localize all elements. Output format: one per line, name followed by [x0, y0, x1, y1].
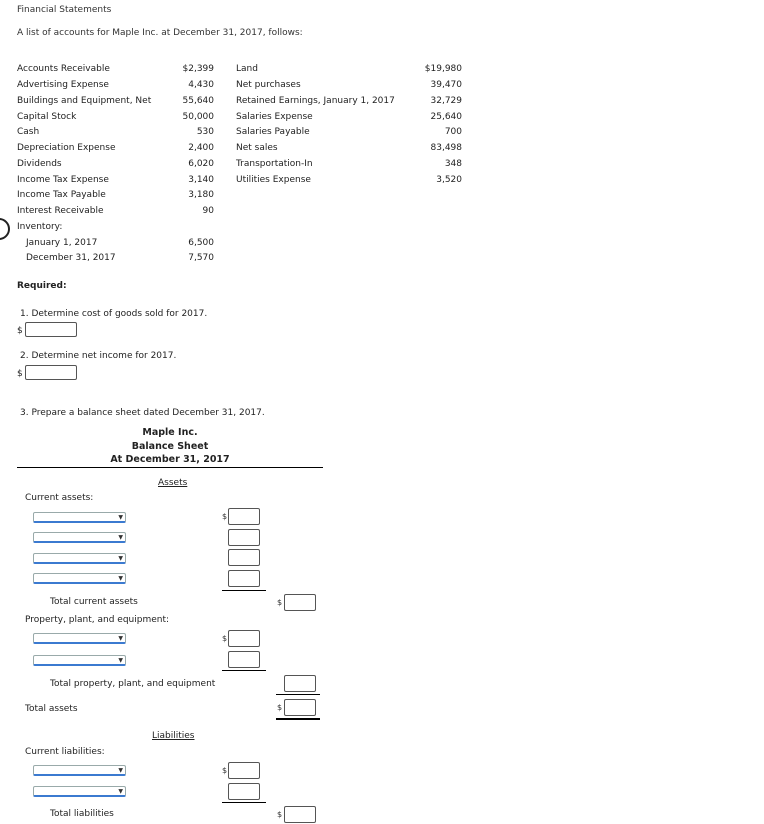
account-value: 2,400 [188, 143, 214, 153]
currency-symbol: $ [277, 810, 283, 819]
total-ppe-label: Total property, plant, and equipment [50, 679, 216, 689]
currency-symbol: $ [277, 598, 283, 607]
account-name: December 31, 2017 [26, 253, 116, 263]
account-name: Income Tax Expense [17, 175, 109, 185]
chevron-down-icon: ▼ [118, 555, 123, 562]
account-value: 7,570 [188, 253, 214, 263]
ppe-label: Property, plant, and equipment: [25, 615, 170, 625]
currency-symbol: $ [17, 369, 23, 379]
total-assets-input[interactable] [284, 699, 316, 716]
current-asset-select[interactable] [33, 512, 126, 523]
current-asset-select[interactable] [33, 532, 126, 543]
total-assets-label: Total assets [25, 704, 78, 714]
current-liability-amount-input[interactable] [228, 762, 260, 779]
chevron-down-icon: ▼ [118, 635, 123, 642]
account-name: Cash [17, 127, 40, 137]
bs-company: Maple Inc. [142, 427, 198, 438]
account-value: 55,640 [182, 96, 214, 106]
account-name: Depreciation Expense [17, 143, 116, 153]
account-name: Income Tax Payable [17, 190, 106, 200]
ppe-amount-input[interactable] [228, 651, 260, 668]
ppe-select[interactable] [33, 633, 126, 644]
account-name: Land [236, 64, 258, 74]
account-name: Transportation-In [236, 159, 313, 169]
chevron-down-icon: ▼ [118, 534, 123, 541]
subtotal-rule [222, 590, 266, 591]
total-current-assets-input[interactable] [284, 594, 316, 611]
current-liability-select[interactable] [33, 786, 126, 797]
double-rule [276, 718, 320, 720]
required-label: Required: [17, 281, 67, 291]
focus-circle-marker [0, 218, 10, 240]
account-name: Inventory: [17, 222, 63, 232]
subtotal-rule [222, 670, 266, 671]
assets-heading: Assets [158, 478, 188, 488]
chevron-down-icon: ▼ [118, 767, 123, 774]
account-name: January 1, 2017 [26, 238, 98, 248]
account-value: $2,399 [182, 64, 214, 74]
account-name: Interest Receivable [17, 206, 104, 216]
account-value: 32,729 [430, 96, 462, 106]
account-value: 530 [196, 127, 214, 137]
ppe-select[interactable] [33, 655, 126, 666]
page-title: Financial Statements [17, 5, 112, 15]
current-liability-amount-input[interactable] [228, 783, 260, 800]
header-rule [17, 467, 323, 468]
account-value: 39,470 [430, 80, 462, 90]
account-name: Utilities Expense [236, 175, 311, 185]
account-name: Salaries Expense [236, 112, 313, 122]
account-value: 4,430 [188, 80, 214, 90]
current-asset-amount-input[interactable] [228, 508, 260, 525]
question-3: 3. Prepare a balance sheet dated December 31, 2017. [20, 408, 265, 418]
account-value: 3,180 [188, 190, 214, 200]
current-assets-label: Current assets: [25, 493, 94, 503]
chevron-down-icon: ▼ [118, 788, 123, 795]
account-name: Advertising Expense [17, 80, 109, 90]
current-liabilities-label: Current liabilities: [25, 747, 105, 757]
currency-symbol: $ [222, 766, 228, 775]
account-name: Salaries Payable [236, 127, 310, 137]
account-value: 83,498 [430, 143, 462, 153]
subtotal-rule [222, 802, 266, 803]
question-2: 2. Determine net income for 2017. [20, 351, 177, 361]
ppe-amount-input[interactable] [228, 630, 260, 647]
account-value: 90 [202, 206, 214, 216]
total-current-assets-label: Total current assets [50, 597, 138, 607]
currency-symbol: $ [222, 512, 228, 521]
current-asset-amount-input[interactable] [228, 549, 260, 566]
account-value: 6,020 [188, 159, 214, 169]
account-value: 348 [444, 159, 462, 169]
liabilities-heading: Liabilities [152, 731, 195, 741]
current-asset-select[interactable] [33, 573, 126, 584]
account-value: $19,980 [424, 64, 462, 74]
chevron-down-icon: ▼ [118, 514, 123, 521]
account-value: 50,000 [182, 112, 214, 122]
current-asset-select[interactable] [33, 553, 126, 564]
account-name: Retained Earnings, January 1, 2017 [236, 96, 395, 106]
currency-symbol: $ [222, 634, 228, 643]
account-name: Net sales [236, 143, 278, 153]
account-name: Buildings and Equipment, Net [17, 96, 152, 106]
current-asset-amount-input[interactable] [228, 570, 260, 587]
currency-symbol: $ [277, 703, 283, 712]
account-value: 3,140 [188, 175, 214, 185]
intro-text: A list of accounts for Maple Inc. at December 31, 2017, follows: [17, 28, 303, 38]
account-value: 700 [444, 127, 462, 137]
question-1: 1. Determine cost of goods sold for 2017. [20, 309, 208, 319]
subtotal-rule [276, 694, 320, 695]
net-income-answer-input[interactable] [25, 365, 77, 380]
bs-statement: Balance Sheet [131, 441, 209, 452]
account-value: 3,520 [436, 175, 462, 185]
cogs-answer-input[interactable] [25, 322, 77, 337]
chevron-down-icon: ▼ [118, 575, 123, 582]
chevron-down-icon: ▼ [118, 657, 123, 664]
bs-date: At December 31, 2017 [110, 454, 230, 465]
account-name: Net purchases [236, 80, 301, 90]
account-name: Dividends [17, 159, 62, 169]
account-name: Capital Stock [17, 112, 77, 122]
total-liabilities-input[interactable] [284, 806, 316, 823]
current-asset-amount-input[interactable] [228, 529, 260, 546]
current-liability-select[interactable] [33, 765, 126, 776]
total-liabilities-label: Total liabilities [50, 809, 114, 819]
account-name: Accounts Receivable [17, 64, 110, 74]
currency-symbol: $ [17, 326, 23, 336]
total-ppe-input[interactable] [284, 675, 316, 692]
account-value: 6,500 [188, 238, 214, 248]
account-value: 25,640 [430, 112, 462, 122]
